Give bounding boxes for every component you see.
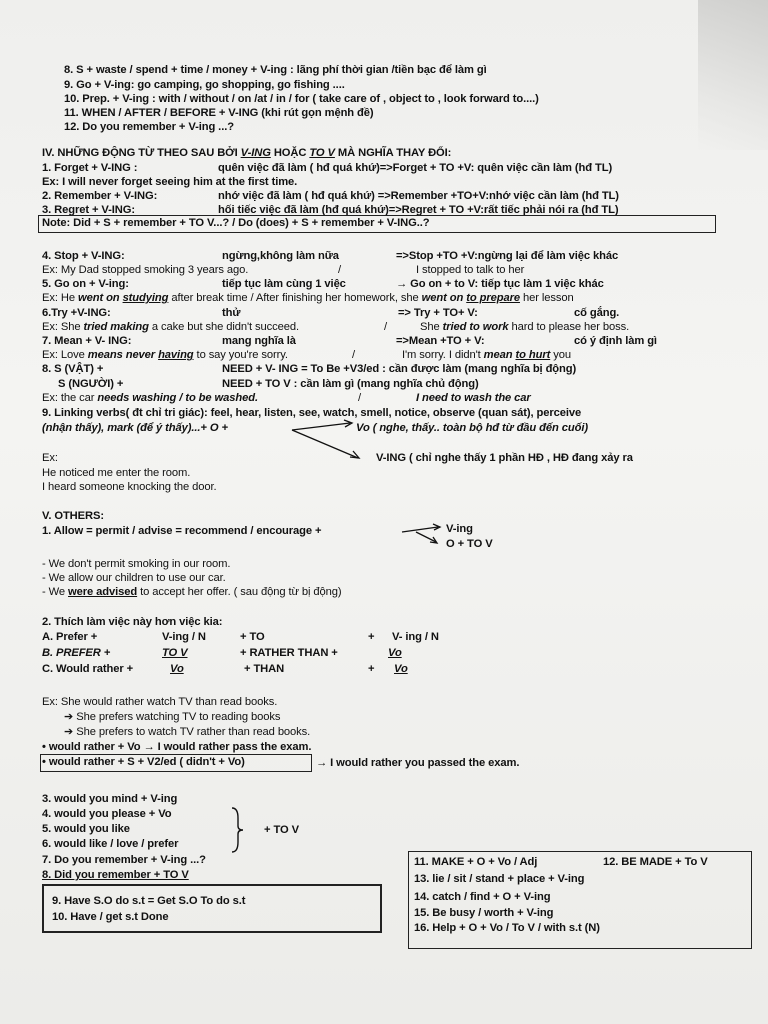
try-example: Ex: She tried making a cake but she didn't succeed.	[42, 321, 299, 333]
remember-meaning: nhớ việc đã làm ( hđ quá khứ) =>Remember +TO+V:nhớ việc cần làm (hđ TL)	[218, 190, 619, 202]
item-9: 9. Have S.O do s.t = Get S.O To do s.t	[52, 895, 246, 907]
item-8: 8. Did you remember + TO V	[42, 869, 189, 881]
slash-divider: /	[358, 392, 362, 404]
try-to-rule: => Try + TO+ V:	[398, 307, 478, 319]
note-box	[38, 215, 716, 233]
item-7: 7. Do you remember + V-ing ...?	[42, 854, 206, 866]
try-example-2: She tried to work hard to please her boss.	[420, 321, 630, 333]
prefer-row-c: C. Would rather +	[42, 663, 134, 675]
prefer-row-b-4: Vo	[388, 647, 402, 659]
rule-10: 10. Prep. + V-ing : with / without / on /at / in / for ( take care of , object to , look forward to....)	[64, 93, 539, 105]
prefer-heading: 2. Thích làm việc này hơn việc kia:	[42, 616, 223, 628]
ving-branch: V-ING ( chỉ nghe thấy 1 phần HĐ , HĐ đang xảy ra	[376, 452, 633, 464]
prefer-row-b-2: TO V	[162, 647, 188, 659]
remember-rule: 2. Remember + V-ING:	[42, 190, 158, 202]
would-rather-rule-2: • would rather + S + V2/ed ( didn't + Vo)	[42, 756, 245, 768]
regret-rule: 3. Regret + V-ING:	[42, 204, 136, 216]
ex-label: Ex:	[42, 452, 58, 464]
prefer-row-a: A. Prefer +	[42, 631, 98, 643]
item-6: 6. would like / love / prefer	[42, 838, 179, 850]
prefer-example-3: ➔ She prefers to watch TV rather than read books.	[64, 726, 311, 738]
allow-ving-branch: V-ing	[446, 523, 473, 535]
linking-verbs-rule-2: (nhận thấy), mark (để ý thấy)...+ O +	[42, 422, 228, 434]
mean-to-meaning: có ý định làm gì	[574, 335, 657, 347]
mean-to-rule: =>Mean +TO + V:	[396, 335, 485, 347]
have-box	[42, 884, 382, 933]
rule-9: 9. Go + V-ing: go camping, go shopping, go fishing ....	[64, 79, 345, 91]
goon-rule: 5. Go on + V-ing:	[42, 278, 129, 290]
rule-12: 12. Do you remember + V-ing ...?	[64, 121, 234, 133]
prefer-row-c-4: +	[368, 663, 375, 675]
prefer-row-b-3: + RATHER THAN +	[240, 647, 338, 659]
allow-example-1: - We don't permit smoking in our room.	[42, 558, 231, 570]
item-4: 4. would you please + Vo	[42, 808, 172, 820]
need-example-2: I need to wash the car	[416, 392, 531, 404]
try-meaning: thử	[222, 307, 241, 319]
allow-example-3: - We were advised to accept her offer. ( sau động từ bị động)	[42, 586, 342, 598]
vo-branch: Vo ( nghe, thấy.. toàn bộ hđ từ đầu đến cuối)	[356, 422, 588, 434]
slash-divider: /	[384, 321, 388, 333]
goon-example: Ex: He went on studying after break time / After finishing her homework, she went on to prepare her lesson	[42, 292, 574, 304]
need-thing-rule: 8. S (VẬT) +	[42, 363, 104, 375]
item-15: 15. Be busy / worth + V-ing	[414, 907, 554, 919]
to-v-label: + TO V	[264, 824, 299, 836]
mean-rule: 7. Mean + V- ING:	[42, 335, 132, 347]
forget-example: Ex: I will never forget seeing him at the first time.	[42, 176, 298, 188]
need-example: Ex: the car needs washing / to be washed.	[42, 392, 258, 404]
forget-meaning: quên việc đã làm ( hđ quá khứ)=>Forget + TO +V: quên việc cần làm (hđ TL)	[218, 162, 613, 174]
item-13: 13. lie / sit / stand + place + V-ing	[414, 873, 585, 885]
stop-example-2: I stopped to talk to her	[416, 264, 525, 276]
slash-divider: /	[338, 264, 342, 276]
try-rule: 6.Try +V-ING:	[42, 307, 111, 319]
rule-11: 11. WHEN / AFTER / BEFORE + V-ING (khi rút gọn mệnh đề)	[64, 107, 374, 119]
allow-example-2: - We allow our children to use our car.	[42, 572, 226, 584]
allow-tov-branch: O + TO V	[446, 538, 493, 550]
stop-rule: 4. Stop + V-ING:	[42, 250, 125, 262]
would-rather-rule-1: • would rather + Vo → I would rather pass the exam.	[42, 741, 312, 753]
regret-meaning: hối tiếc việc đã làm (hđ quá khứ)=>Regret + TO +V:rất tiếc phải nói ra (hđ TL)	[218, 204, 619, 216]
item-16: 16. Help + O + Vo / To V / with s.t (N)	[414, 922, 600, 934]
prefer-example-2: ➔ She prefers watching TV to reading books	[64, 711, 281, 723]
note-text: Note: Did + S + remember + TO V...? / Do (does) + S + remember + V-ING..?	[42, 217, 430, 229]
would-rather-example-2: → I would rather you passed the exam.	[316, 757, 520, 769]
goon-meaning: tiếp tục làm cùng 1 việc	[222, 278, 346, 290]
mean-meaning: mang nghĩa là	[222, 335, 296, 347]
perception-example-2: I heard someone knocking the door.	[42, 481, 217, 493]
mean-example: Ex: Love means never having to say you're sorry.	[42, 349, 288, 361]
section-v-heading: V. OTHERS:	[42, 510, 104, 522]
stop-meaning: ngừng,không làm nữa	[222, 250, 339, 262]
need-person-meaning: NEED + TO V : cần làm gì (mang nghĩa chủ động)	[222, 378, 479, 390]
item-3: 3. would you mind + V-ing	[42, 793, 178, 805]
would-rather-box	[40, 754, 312, 772]
item-14: 14. catch / find + O + V-ing	[414, 891, 551, 903]
linking-verbs-rule: 9. Linking verbs( đt chỉ tri giác): feel, hear, listen, see, watch, smell, notice, observe (quan sát), perceive	[42, 407, 582, 419]
prefer-row-c-3: + THAN	[244, 663, 285, 675]
need-thing-meaning: NEED + V- ING = To Be +V3/ed : cần được làm (mang nghĩa bị động)	[222, 363, 577, 375]
prefer-row-b: B. PREFER +	[42, 647, 111, 659]
prefer-row-c-2: Vo	[170, 663, 184, 675]
try-to-meaning: cố gắng.	[574, 307, 620, 319]
prefer-row-a-3: + TO	[240, 631, 265, 643]
item-11: 11. MAKE + O + Vo / Adj	[414, 856, 538, 868]
page-curl-shadow	[698, 0, 768, 150]
forget-rule: 1. Forget + V-ING :	[42, 162, 138, 174]
slash-divider: /	[352, 349, 356, 361]
item-10: 10. Have / get s.t Done	[52, 911, 169, 923]
mean-example-2: I'm sorry. I didn't mean to hurt you	[402, 349, 571, 361]
brace-icon	[230, 806, 246, 854]
item-5: 5. would you like	[42, 823, 130, 835]
stop-to-rule: =>Stop +TO +V:ngừng lại để làm việc khác	[396, 250, 619, 262]
perception-example-1: He noticed me enter the room.	[42, 467, 191, 479]
prefer-row-a-5: V- ing / N	[392, 631, 439, 643]
goon-to-rule: → Go on + to V: tiếp tục làm 1 việc khác	[396, 278, 604, 290]
need-person-rule: S (NGƯỜI) +	[58, 378, 124, 390]
rule-8: 8. S + waste / spend + time / money + V-ing : lãng phí thời gian /tiền bạc để làm gì	[64, 64, 487, 76]
stop-example: Ex: My Dad stopped smoking 3 years ago.	[42, 264, 249, 276]
prefer-row-c-5: Vo	[394, 663, 408, 675]
prefer-example: Ex: She would rather watch TV than read books.	[42, 696, 278, 708]
allow-rule: 1. Allow = permit / advise = recommend / encourage +	[42, 525, 322, 537]
item-12: 12. BE MADE + To V	[603, 856, 708, 868]
allow-branch-arrows	[402, 522, 446, 548]
prefer-row-a-4: +	[368, 631, 375, 643]
section-iv-heading: IV. NHỮNG ĐỘNG TỪ THEO SAU BỞI V-ING HOẶC TO V MÀ NGHĨA THAY ĐỔI:	[42, 147, 452, 159]
extra-items-box	[408, 851, 752, 949]
prefer-row-a-2: V-ing / N	[162, 631, 206, 643]
